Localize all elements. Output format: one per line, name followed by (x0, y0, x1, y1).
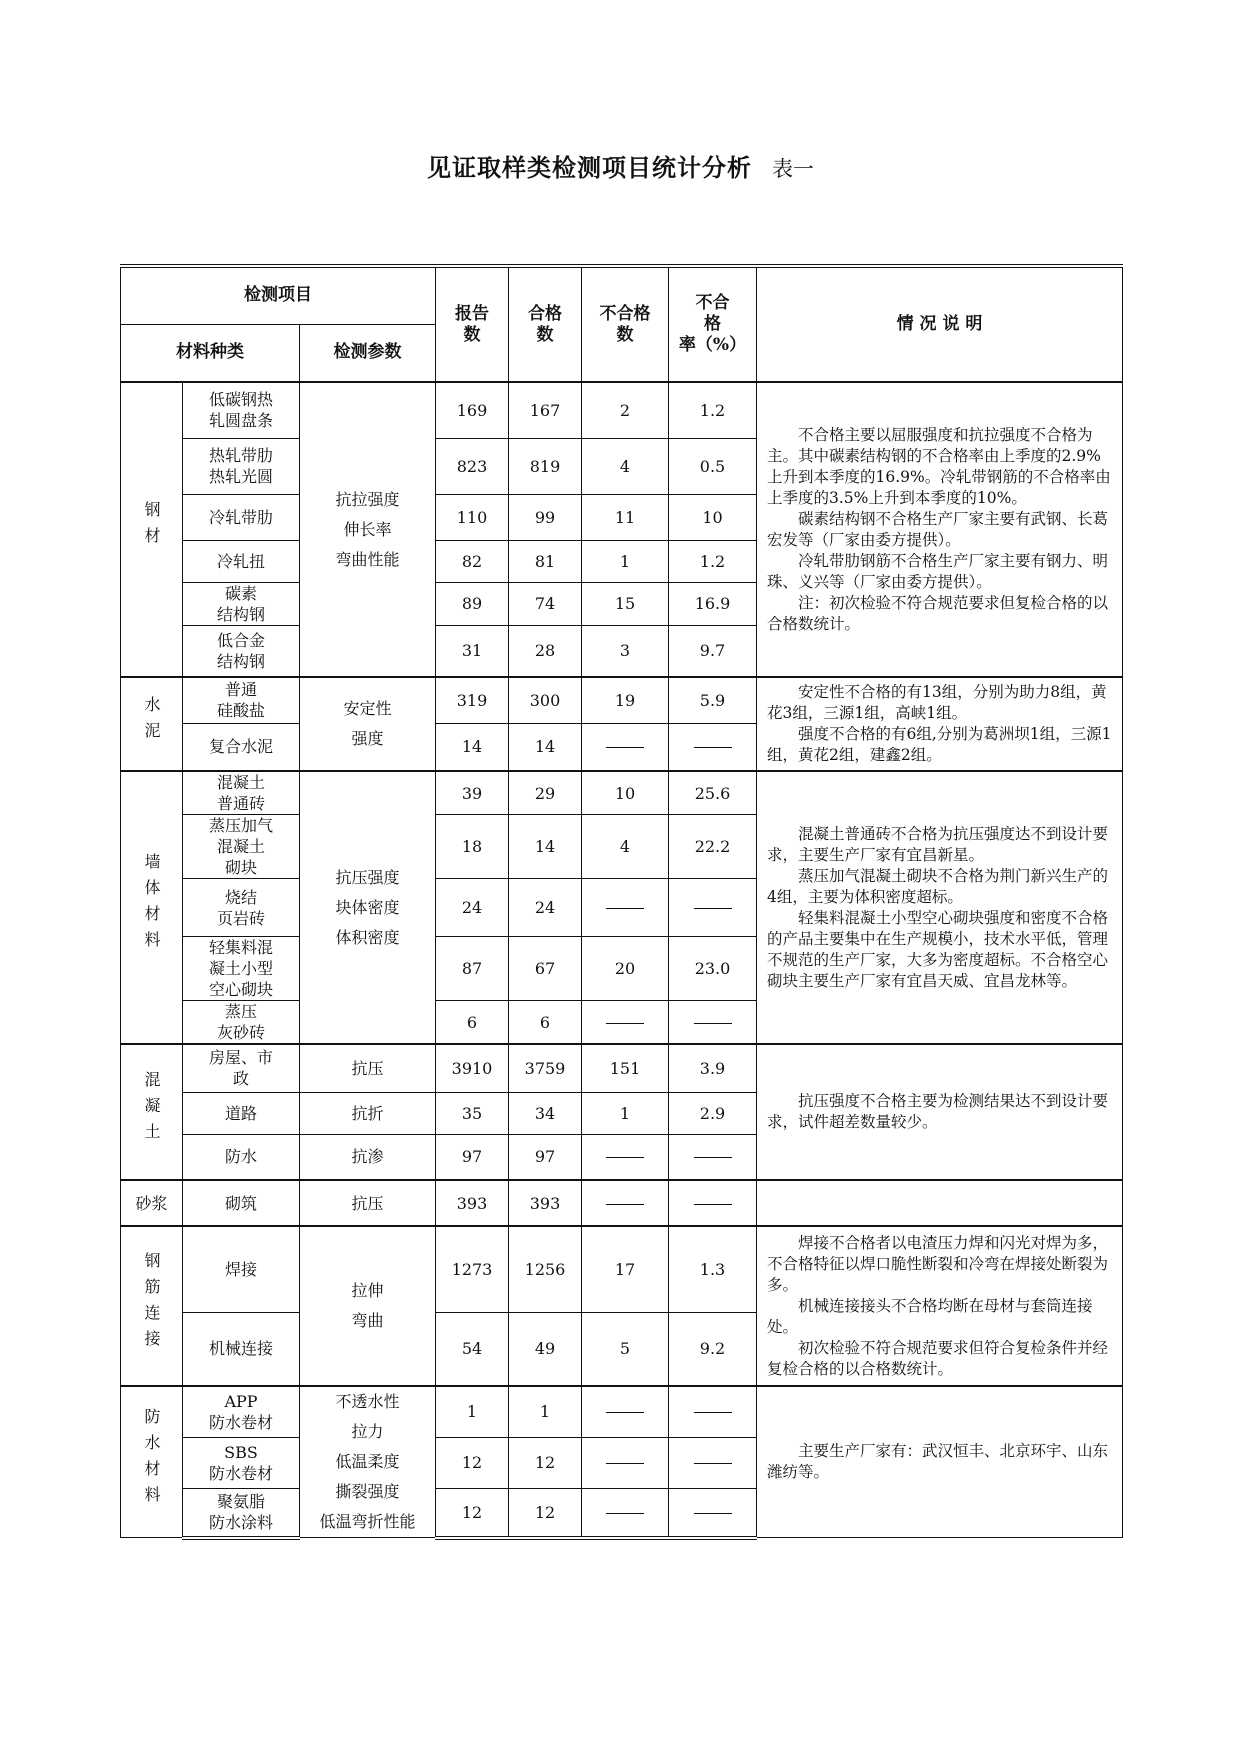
test-parameters: 安定性 强度 (300, 677, 436, 771)
header-fail (582, 266, 669, 382)
material-name: 防水 (183, 1134, 300, 1180)
test-parameters: 不透水性 拉力 低温柔度 撕裂强度 低温弯折性能 (300, 1386, 436, 1538)
report-count: 6 (436, 1001, 509, 1045)
report-count: 1273 (436, 1226, 509, 1312)
situation-description (757, 1386, 1123, 1538)
test-parameters: 抗压强度 块体密度 体积密度 (300, 771, 436, 1044)
description-paragraph: 碳素结构钢不合格生产厂家主要有武钢、长葛宏发等（厂家由委方提供）。 (767, 509, 1109, 549)
description-paragraph: 不合格主要以屈服强度和抗拉强度不合格为主。其中碳素结构钢的不合格率由上季度的2.9%上升到本季度的16.9%。冷轧带钢筋的不合格率由上季度的3.5%上升到本季度的10%。 (767, 425, 1111, 507)
fail-rate (669, 879, 757, 937)
fail-count: 15 (582, 582, 669, 625)
test-parameter: 抗压 (300, 1044, 436, 1092)
table-row (121, 771, 1123, 815)
pass-count: 12 (509, 1488, 582, 1537)
fail-rate: 1.2 (669, 540, 757, 582)
report-count: 823 (436, 438, 509, 494)
material-name: 低合金 结构钢 (183, 625, 300, 677)
table-number: 表一 (772, 157, 814, 181)
material-name: 机械连接 (183, 1312, 300, 1386)
header-text: 合格 数 (528, 303, 562, 345)
report-count: 12 (436, 1437, 509, 1488)
report-count: 39 (436, 771, 509, 815)
test-parameters: 抗拉强度 伸长率 弯曲性能 (300, 382, 436, 677)
report-count: 89 (436, 582, 509, 625)
report-count: 54 (436, 1312, 509, 1386)
test-parameter: 抗渗 (300, 1134, 436, 1180)
test-parameter: 抗折 (300, 1092, 436, 1134)
pass-count: 24 (509, 879, 582, 937)
pass-count: 14 (509, 815, 582, 879)
fail-count: 1 (582, 540, 669, 582)
fail-rate (669, 723, 757, 771)
fail-count (582, 1386, 669, 1437)
fail-count: 19 (582, 677, 669, 723)
header-text: 不合格 数 (599, 303, 651, 345)
report-count: 110 (436, 494, 509, 540)
table-row (121, 382, 1123, 438)
material-name: 蒸压 灰砂砖 (183, 1001, 300, 1045)
header-rate (669, 266, 757, 382)
fail-rate: 5.9 (669, 677, 757, 723)
dash-mark (694, 1023, 732, 1024)
pass-count: 29 (509, 771, 582, 815)
dash-mark (694, 908, 732, 909)
pass-count: 28 (509, 625, 582, 677)
fail-rate: 2.9 (669, 1092, 757, 1134)
situation-description (757, 1044, 1123, 1180)
situation-description (757, 382, 1123, 677)
fail-rate: 10 (669, 494, 757, 540)
material-name: 低碳钢热 轧圆盘条 (183, 382, 300, 438)
dash-mark (694, 1412, 732, 1413)
fail-rate: 9.2 (669, 1312, 757, 1386)
fail-count (582, 879, 669, 937)
dash-mark (606, 1204, 644, 1205)
fail-count: 17 (582, 1226, 669, 1312)
description-paragraph: 抗压强度不合格主要为检测结果达不到设计要求，试件超差数量较少。 (767, 1092, 1109, 1131)
category-label: 钢材 (142, 501, 161, 553)
fail-rate: 1.3 (669, 1226, 757, 1312)
fail-count (582, 723, 669, 771)
table-row (121, 1226, 1123, 1312)
pass-count: 1256 (509, 1226, 582, 1312)
pass-count: 393 (509, 1180, 582, 1226)
report-count: 14 (436, 723, 509, 771)
header-reports (436, 266, 509, 382)
situation-description (757, 677, 1123, 771)
dash-mark (694, 747, 732, 748)
pass-count: 3759 (509, 1044, 582, 1092)
description-paragraph: 主要生产厂家有：武汉恒丰、北京环宇、山东潍纺等。 (767, 1442, 1109, 1481)
description-paragraph: 焊接不合格者以电渣压力焊和闪光对焊为多，不合格特征以焊口脆性断裂和冷弯在焊接处断裂为多。 (767, 1233, 1109, 1294)
test-parameter: 抗压 (300, 1180, 436, 1226)
dash-mark (606, 1463, 644, 1464)
description-paragraph: 注：初次检验不符合规范要求但复检合格的以合格数统计。 (767, 593, 1109, 633)
description-paragraph: 蒸压加气混凝土砌块不合格为荆门新兴生产的4组，主要为体积密度超标。 (767, 866, 1109, 906)
dash-mark (606, 908, 644, 909)
fail-rate (669, 1134, 757, 1180)
pass-count: 1 (509, 1386, 582, 1437)
fail-rate: 3.9 (669, 1044, 757, 1092)
header-text: 不合 格 率（%） (678, 293, 747, 355)
document-title: 见证取样类检测项目统计分析 (427, 153, 752, 182)
report-count: 3910 (436, 1044, 509, 1092)
pass-count: 12 (509, 1437, 582, 1488)
table-row (121, 1180, 1123, 1226)
fail-count: 3 (582, 625, 669, 677)
material-category (121, 677, 183, 771)
pass-count: 74 (509, 582, 582, 625)
fail-count (582, 1437, 669, 1488)
pass-count: 6 (509, 1001, 582, 1045)
material-name: 复合水泥 (183, 723, 300, 771)
header-text: 报告 数 (455, 303, 489, 345)
material-name: 道路 (183, 1092, 300, 1134)
material-name: 热轧带肋 热轧光圆 (183, 438, 300, 494)
material-name: 聚氨脂 防水涂料 (183, 1488, 300, 1537)
fail-rate (669, 1488, 757, 1537)
material-name: 普通 硅酸盐 (183, 677, 300, 723)
fail-rate (669, 1001, 757, 1045)
fail-rate: 16.9 (669, 582, 757, 625)
fail-count (582, 1488, 669, 1537)
pass-count: 14 (509, 723, 582, 771)
fail-rate (669, 1180, 757, 1226)
material-name: 冷轧扭 (183, 540, 300, 582)
material-category (121, 1226, 183, 1386)
report-count: 393 (436, 1180, 509, 1226)
dash-mark (694, 1463, 732, 1464)
report-count: 12 (436, 1488, 509, 1537)
fail-count: 10 (582, 771, 669, 815)
pass-count: 34 (509, 1092, 582, 1134)
dash-mark (606, 1412, 644, 1413)
material-name: 冷轧带肋 (183, 494, 300, 540)
fail-rate (669, 1437, 757, 1488)
description-paragraph: 安定性不合格的有13组，分别为助力8组，黄花3组，三源1组，高峡1组。 (767, 683, 1107, 722)
fail-rate (669, 1386, 757, 1437)
dash-mark (606, 1513, 644, 1514)
category-label: 防水材料 (142, 1407, 161, 1512)
header-desc: 情 况 说 明 (757, 266, 1123, 382)
report-count: 169 (436, 382, 509, 438)
pass-count: 49 (509, 1312, 582, 1386)
description-paragraph: 轻集料混凝土小型空心砌块强度和密度不合格的产品主要集中在生产规模小，技术水平低，管理不规范的生产厂家，大多为密度超标。不合格空心砌块主要生产厂家有宜昌天威、宜昌龙林等。 (767, 908, 1109, 990)
title-block (0, 148, 1241, 183)
situation-description (757, 1226, 1123, 1386)
fail-count: 151 (582, 1044, 669, 1092)
fail-count: 2 (582, 382, 669, 438)
pass-count: 300 (509, 677, 582, 723)
header-item: 检测项目 (121, 266, 436, 324)
pass-count: 167 (509, 382, 582, 438)
material-name: 蒸压加气 混凝土 砌块 (183, 815, 300, 879)
fail-count: 4 (582, 815, 669, 879)
report-count: 97 (436, 1134, 509, 1180)
dash-mark (694, 1513, 732, 1514)
table-row (121, 677, 1123, 723)
pass-count: 819 (509, 438, 582, 494)
situation-description (757, 1180, 1123, 1226)
material-name: 焊接 (183, 1226, 300, 1312)
dash-mark (694, 1157, 732, 1158)
table-row (121, 1044, 1123, 1092)
header-param: 检测参数 (300, 324, 436, 382)
fail-rate: 22.2 (669, 815, 757, 879)
header-pass (509, 266, 582, 382)
description-paragraph: 机械连接接头不合格均断在母材与套筒连接处。 (767, 1296, 1093, 1336)
pass-count: 67 (509, 937, 582, 1001)
description-paragraph: 强度不合格的有6组,分别为葛洲坝1组，三源1组，黄花2组，建鑫2组。 (767, 725, 1112, 764)
fail-rate: 9.7 (669, 625, 757, 677)
dash-mark (694, 1204, 732, 1205)
report-count: 18 (436, 815, 509, 879)
header-material: 材料种类 (121, 324, 300, 382)
fail-rate: 25.6 (669, 771, 757, 815)
category-label: 水泥 (142, 695, 161, 748)
statistics-table (120, 264, 1123, 1540)
fail-count (582, 1001, 669, 1045)
material-name: 轻集料混 凝土小型 空心砌块 (183, 937, 300, 1001)
table-row (121, 1386, 1123, 1437)
material-name: 烧结 页岩砖 (183, 879, 300, 937)
material-category (121, 1044, 183, 1180)
material-name: 碳素 结构钢 (183, 582, 300, 625)
material-name: 砌筑 (183, 1180, 300, 1226)
fail-rate: 23.0 (669, 937, 757, 1001)
material-name: SBS 防水卷材 (183, 1437, 300, 1488)
situation-description (757, 771, 1123, 1044)
report-count: 35 (436, 1092, 509, 1134)
material-category (121, 382, 183, 677)
dash-mark (606, 1023, 644, 1024)
fail-count (582, 1134, 669, 1180)
material-name: 混凝土 普通砖 (183, 771, 300, 815)
report-count: 24 (436, 879, 509, 937)
pass-count: 99 (509, 494, 582, 540)
material-category (121, 1386, 183, 1538)
description-paragraph: 初次检验不符合规范要求但符合复检条件并经复检合格的以合格数统计。 (767, 1338, 1109, 1378)
dash-mark (606, 747, 644, 748)
fail-count: 4 (582, 438, 669, 494)
pass-count: 97 (509, 1134, 582, 1180)
fail-count: 20 (582, 937, 669, 1001)
pass-count: 81 (509, 540, 582, 582)
material-name: 房屋、市 政 (183, 1044, 300, 1092)
fail-count (582, 1180, 669, 1226)
report-count: 82 (436, 540, 509, 582)
fail-count: 11 (582, 494, 669, 540)
report-count: 319 (436, 677, 509, 723)
material-name: APP 防水卷材 (183, 1386, 300, 1437)
dash-mark (606, 1157, 644, 1158)
material-category: 砂浆 (121, 1180, 183, 1226)
fail-count: 1 (582, 1092, 669, 1134)
report-count: 1 (436, 1386, 509, 1437)
description-paragraph: 混凝土普通砖不合格为抗压强度达不到设计要求，主要生产厂家有宜昌新星。 (767, 824, 1109, 864)
report-count: 31 (436, 625, 509, 677)
test-parameters: 拉伸 弯曲 (300, 1226, 436, 1386)
fail-rate: 0.5 (669, 438, 757, 494)
report-count: 87 (436, 937, 509, 1001)
category-label: 混凝土 (142, 1070, 161, 1149)
category-label: 墙体材料 (142, 853, 161, 957)
material-category (121, 771, 183, 1044)
description-paragraph: 冷轧带肋钢筋不合格生产厂家主要有钢力、明珠、义兴等（厂家由委方提供）。 (767, 551, 1109, 591)
category-label: 钢筋连接 (142, 1251, 161, 1356)
fail-count: 5 (582, 1312, 669, 1386)
fail-rate: 1.2 (669, 382, 757, 438)
